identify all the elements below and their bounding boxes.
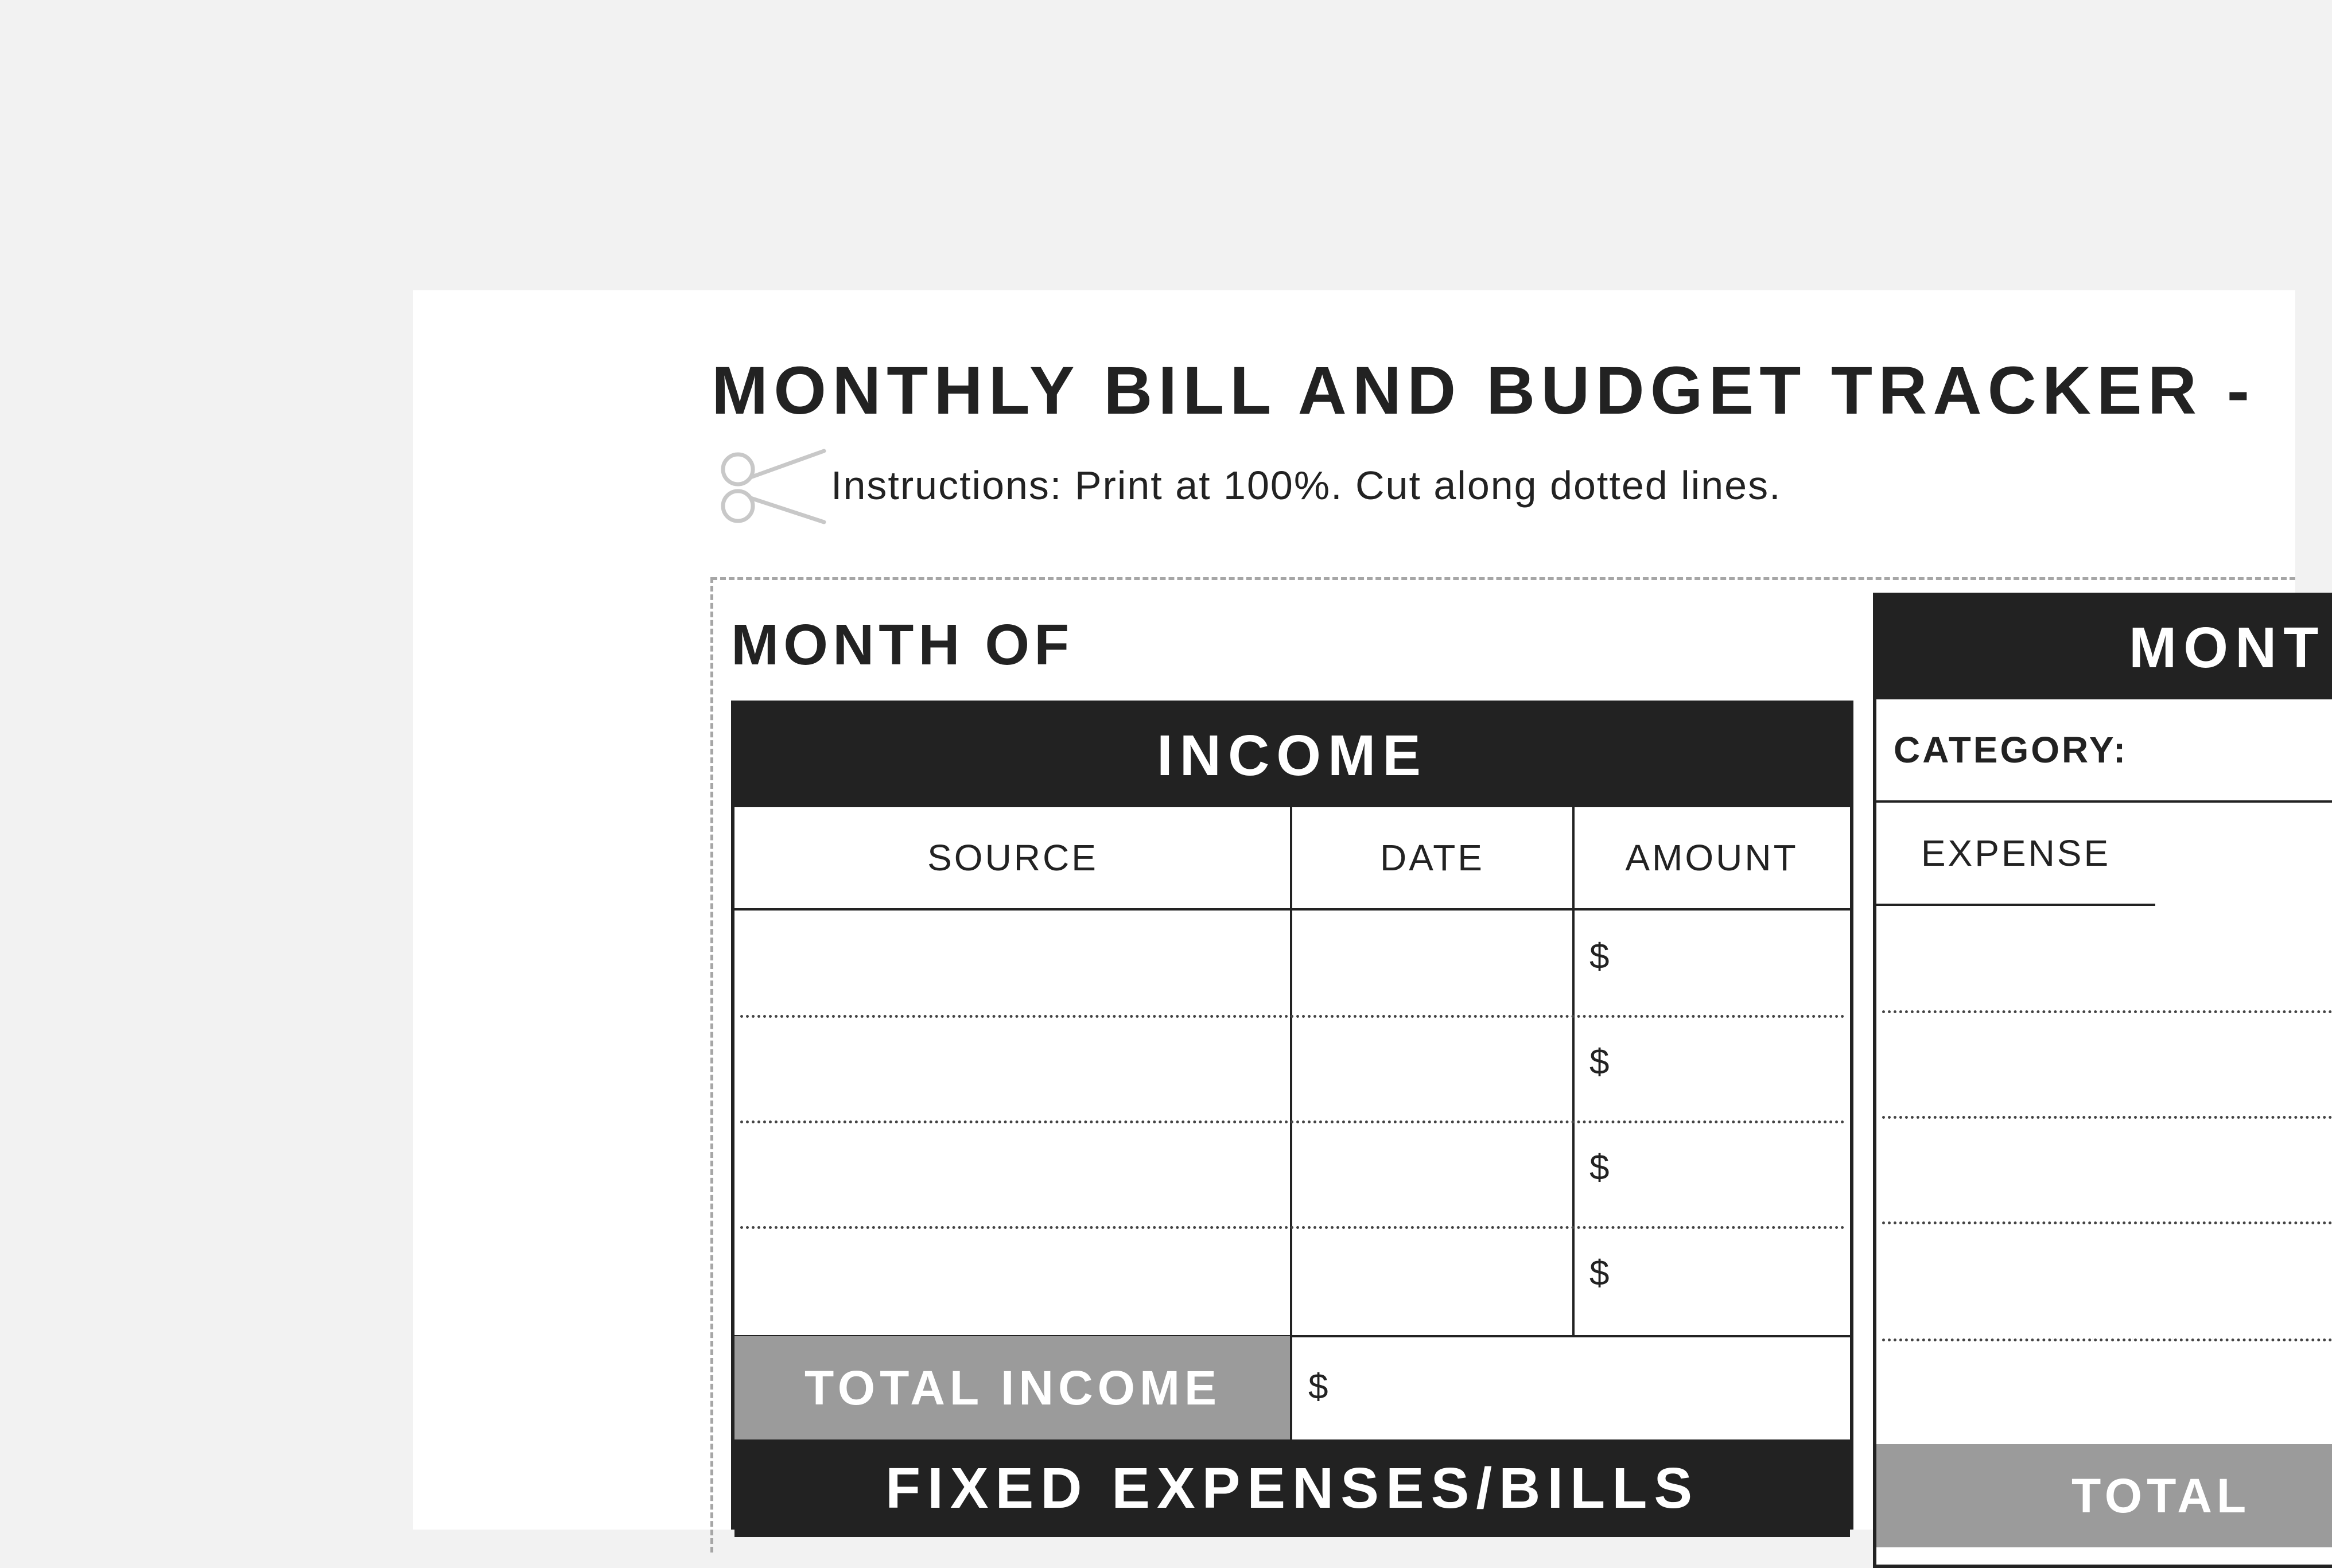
category-label: CATEGORY: — [1876, 699, 2332, 803]
entry-row-line — [1882, 1339, 2332, 1341]
column-divider — [1572, 807, 1575, 1336]
amount-column-header: AMOUNT — [1573, 807, 1850, 911]
expense-category-table — [1873, 593, 2332, 1568]
column-divider — [1290, 1336, 1292, 1439]
entry-row-line — [1882, 1116, 2332, 1119]
month-of-label: MONTH OF — [731, 613, 1074, 677]
entry-row-line — [740, 1015, 1845, 1018]
printable-page — [413, 290, 2326, 1530]
date-column-header: DATE — [1291, 807, 1573, 911]
total-income-label: TOTAL INCOME — [734, 1336, 1291, 1439]
total-label: TOTAL — [1876, 1444, 2332, 1547]
print-instructions: Instructions: Print at 100%. Cut along dotted lines. — [831, 463, 1782, 508]
amount-currency-symbol: $ — [1589, 937, 1610, 976]
amount-currency-symbol: $ — [1589, 1254, 1610, 1293]
column-divider — [1290, 807, 1292, 1336]
income-header: INCOME — [734, 704, 1850, 807]
entry-row-line — [740, 1120, 1845, 1123]
amount-currency-symbol: $ — [1589, 1042, 1610, 1082]
total-income-currency-symbol: $ — [1308, 1367, 1328, 1407]
scissors-icon — [716, 446, 829, 527]
page-title: MONTHLY BILL AND BUDGET TRACKER - — [712, 353, 2255, 429]
entry-row-line — [1882, 1010, 2332, 1013]
source-column-header: SOURCE — [734, 807, 1291, 911]
entry-row-line — [740, 1226, 1845, 1229]
cut-line-top — [712, 577, 2295, 580]
amount-currency-symbol: $ — [1589, 1148, 1610, 1188]
month-header: MONT — [1876, 596, 2332, 699]
expense-column-header: EXPENSE — [1876, 803, 2155, 906]
entry-row-line — [1882, 1221, 2332, 1224]
fixed-expenses-header: FIXED EXPENSES/BILLS — [734, 1439, 1850, 1537]
cut-line-left — [710, 577, 713, 1553]
income-table — [731, 701, 1853, 1530]
